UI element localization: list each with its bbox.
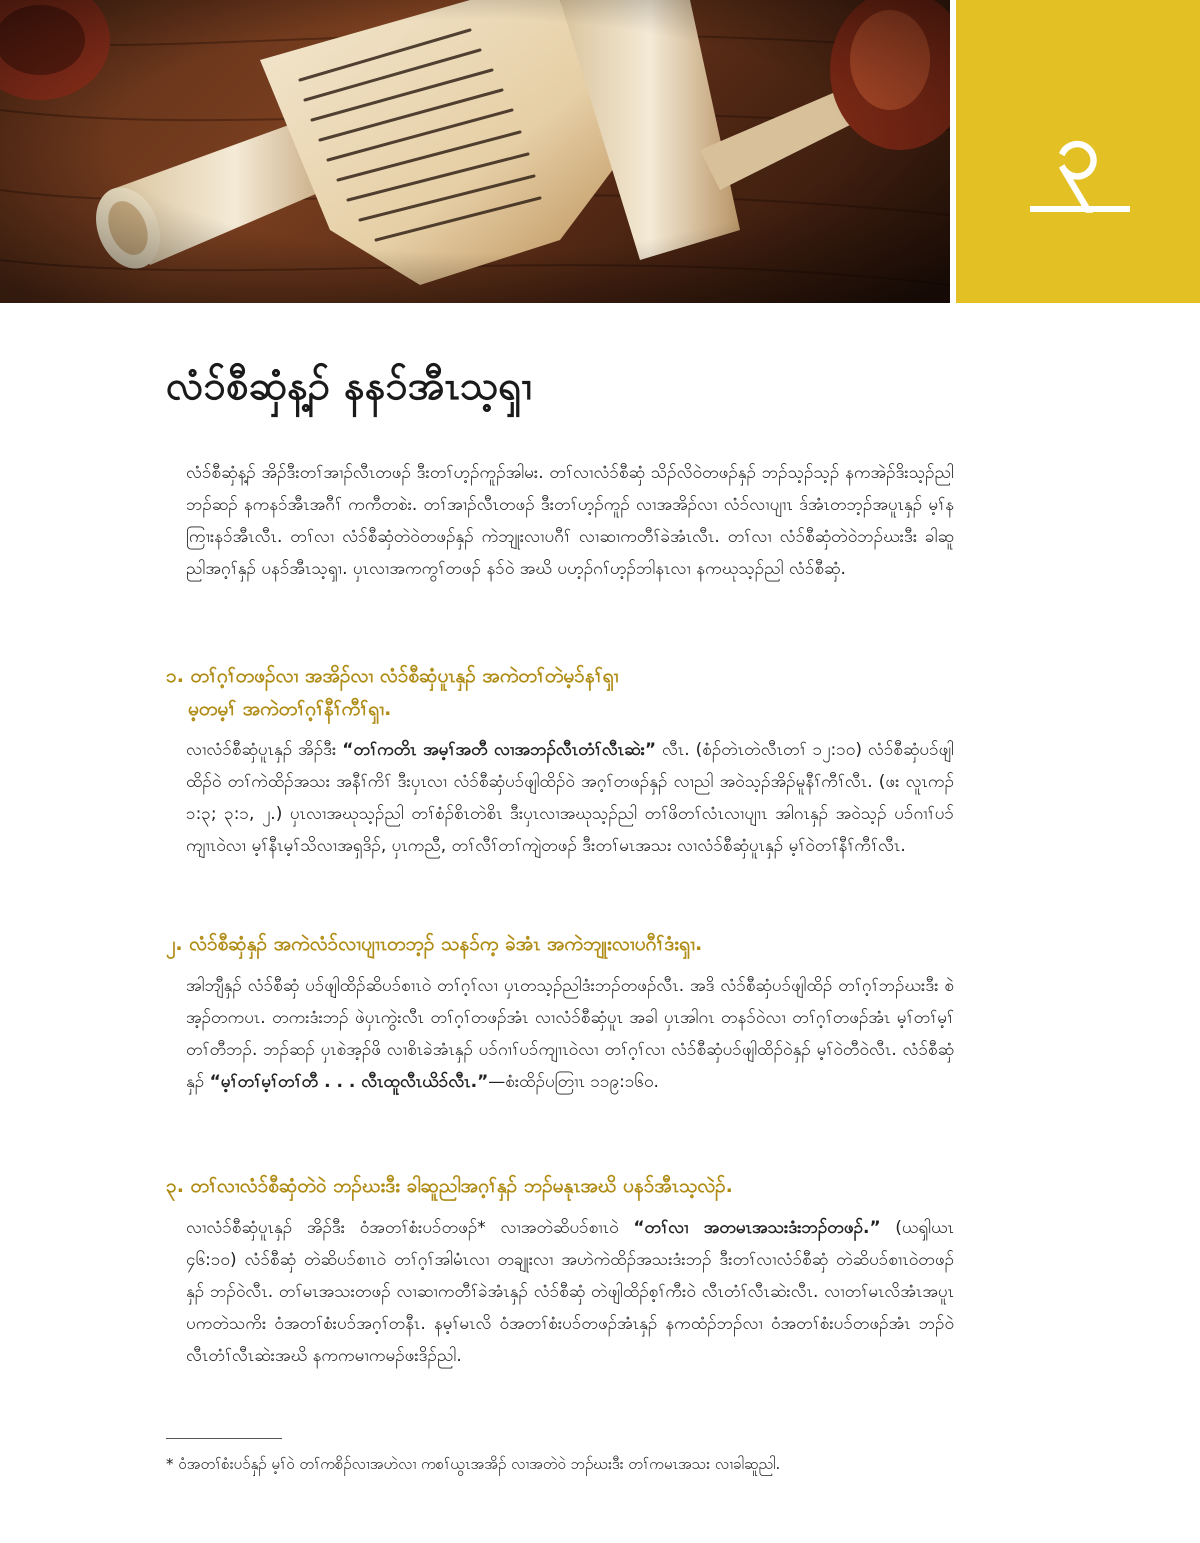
section-2-quote: “မ့ၢ်တၢ်မ့ၢ်တၢ်တီ . . . လီၤထူလီၤယိၥ်လီၤ.” xyxy=(209,1072,489,1092)
section-1-quote: “တၢ်ကတိၤ အမ့ၢ်အတီ လၢအဘၣ်လီၤတံၢ်လီၤဆဲး” xyxy=(342,740,657,760)
intro-paragraph: လံၥ်စီဆှံန့ၣ် အိၣ်ဒီးတၢ်အၢၣ်လီၤတဖၣ် ဒီးတၢ်ဟ့ၣ်ကူၣ်အါမး. တၢ်လၢလံၥ်စီဆှံ သိၣ်လိဝဲတဖၣ်နှၣ် ဘၣ်သ့ၣ်သ့ၣ် နကအဲၣ်ဒိးသ့ၣ်ညါ ဘၣ်ဆၣ် နကနၥ်အီၤအဂီၢ် ကကီတစဲး. တၢ်အၢၣ်လီၤတဖၣ် ဒီးတၢ်ဟ့ၣ်ကူၣ် လၢအအိၣ်လၢ လံၥ်လၢပျၢၤ ဒ်အံၤတဘ့ၣ်အပူၤနှၣ် မ့ၢ်နကြၢးနၥ်အီၤလီၤ. တၢ်လၢ လံၥ်စီဆှံတဲဝဲတဖၣ်နှၣ် ကဲဘျုးလၢပဂီၢ် လၢဆၢကတီၢ်ခဲအံၤလီၤ. တၢ်လၢ လံၥ်စီဆှံတဲဝဲဘၣ်ဃးဒီး ခါဆူညါအဂ့ၢ်နှၣ် ပနၥ်အီၤသ့ၡၢ. ပှၤလၢအကကွၢ်တဖၣ် နၥ်ဝဲ အဃိ ပဟ့ၣ်ဂၢ်ဟ့ၣ်ဘါနၤလၢ နကဃုသ့ၣ်ညါ လံၥ်စီဆှံ. xyxy=(186,463,954,579)
section-1-heading xyxy=(166,660,956,726)
section-2-heading: ၂. လံၥ်စီဆှံနှၣ် အကဲလံၥ်လၢပျၢၤတဘ့ၣ် သနၥ်က့ ခဲအံၤ အကဲဘျုးလၢပဂီၢ်ဒံးၡၢ. xyxy=(166,933,703,955)
section-3-text-cont: (ယၡါယၤ ၄၆:၁၀) လံၥ်စီဆှံ တဲဆိပၥ်စၢၤဝဲ တၢ်ဂ့ၢ်အါမံၤလၢ တချုးလၢ အဟဲကဲထိၣ်အသးဒံးဘၣ် ဒီးတၢ်လၢလံၥ်စီဆှံ တဲဆိပၥ်စၢၤဝဲတဖၣ်နှၣ် ဘၣ်ဝဲလီၤ. တၢ်မၤအသးတဖၣ် လၢဆၢကတီၢ်ခဲအံၤနှၣ် လံၥ်စီဆှံ တဲဖျါထိၣ်စ့ၢ်ကီးဝဲ လီၤတံၢ်လီၤဆဲးလီၤ. လၢတၢ်မၤလိအံၤအပူၤ ပကတဲသကိး ဝံအတၢ်စံးပၥ်အဂ့ၢ်တနီၤ. နမ့ၢ်မၤလိ ဝံအတၢ်စံးပၥ်တဖၣ်အံၤနှၣ် နကထံၣ်ဘၣ်လၢ ဝံအတၢ်စံးပၥ်တဖၣ်အံၤ ဘၣ်ဝဲလီၤတံၢ်လီၤဆဲးအဃိ နကကမၢကမၣ်ဖးဒိၣ်ညါ. xyxy=(186,1218,954,1366)
section-2-paragraph xyxy=(186,970,954,1098)
section-2-text: အါဘျီနှၣ် လံၥ်စီဆှံ ပၥ်ဖျါထိၣ်ဆိပၥ်စၢၤဝဲ တၢ်ဂ့ၢ်လၢ ပှၤတသ့ၣ်ညါဒံးဘၣ်တဖၣ်လီၤ. အဒိ လံၥ်စီဆှံပၥ်ဖျါထိၣ် တၢ်ဂ့ၢ်ဘၣ်ဃးဒီး စဲအ့ၣ်တကပၤ. တကးဒံးဘၣ် ဖဲပှၤကွဲးလီၤ တၢ်ဂ့ၢ်တဖၣ်အံၤ လၢလံၥ်စီဆှံပူၤ အခါ ပှၤအါဂၤ တနၥ်ဝဲလၢ တၢ်ဂ့ၢ်တဖၣ်အံၤ မ့ၢ်တၢ်မ့ၢ်တၢ်တီဘၣ်. ဘၣ်ဆၣ် ပှၤစဲအ့ၣ်ဖိ လၢစိၤခဲအံၤနှၣ် ပၥ်ဂၢၢ်ပၥ်ကျၢၤဝဲလၢ တၢ်ဂ့ၢ်လၢ လံၥ်စီဆှံပၥ်ဖျါထိၣ်ဝဲနှၣ် မ့ၢ်ဝဲတီဝဲလီၤ. လံၥ်စီဆှံနှၣ် xyxy=(186,976,954,1092)
chapter-number: ၃ xyxy=(1056,106,1100,196)
section-2-reference: —စံးထိၣ်ပတြၢၤ ၁၁၉:၁၆၀. xyxy=(488,1072,659,1092)
scrolls-illustration xyxy=(0,0,950,303)
section-1-heading-line1: ၁. တၢ်ဂ့ၢ်တဖၣ်လၢ အအိၣ်လၢ လံၥ်စီဆှံပူၤနှၣ် အကဲတၢ်တဲမ့ၥ်နၢ်ၡၢ xyxy=(166,665,619,687)
page-title: လံၥ်စီဆှံန့ၣ် နနၥ်အီၤသ့ၡၢ xyxy=(166,363,532,409)
section-1-text-cont: လီၤ. (စံၣ်တဲၤတဲလီၤတၢ် ၁၂:၁၀) လံၥ်စီဆှံပၥ်ဖျါထိၣ်ဝဲ တၢ်ကဲထိၣ်အသး အနီၢ်ကိၢ် ဒီးပှၤလၢ လံၥ်စီဆှံပၥ်ဖျါထိၣ်ဝဲ အဂ့ၢ်တဖၣ်နှၣ် လၢညါ အဝဲသ့ၣ်အိၣ်မူနီၢ်ကီၢ်လီၤ. (ဖး လူၤကၣ် ၁:၃; ၃:၁, ၂.) ပှၤလၢအဃုသ့ၣ်ညါ တၢ်စံၣ်စိၤတဲစိၤ ဒီးပှၤလၢအဃုသ့ၣ်ညါ တၢ်ဖိတၢ်လံၤလၢပျၢၤ အါဂၤနှၣ် အဝဲသ့ၣ် ပၥ်ဂၢၢ်ပၥ်ကျၢၤဝဲလၢ မ့ၢ်နီၤမ့ၢ်သိလၢအရှဒိၣ်, ပှၤကညီ, တၢ်လီၢ်တၢ်ကျဲတဖၣ် ဒီးတၢ်မၤအသး လၢလံၥ်စီဆှံပူၤနှၣ် မ့ၢ်ဝဲတၢ်နီၢ်ကီၢ်လီၤ. xyxy=(186,740,954,856)
section-1-text: လၢလံၥ်စီဆှံပူၤနှၣ် အိၣ်ဒီး xyxy=(186,740,343,760)
chapter-underline xyxy=(1030,206,1130,212)
footnote-divider xyxy=(166,1438,282,1439)
footnote: * ဝံအတၢ်စံးပၥ်နှၣ် မ့ၢ်ဝဲ တၢ်ကစိၣ်လၢအဟဲလၢ ကစၢ်ယွၤအအိၣ် လၢအတဲဝဲ ဘၣ်ဃးဒီး တၢ်ကမၤအသး လၢခါဆူညါ. xyxy=(166,1455,781,1473)
section-1-paragraph xyxy=(186,734,954,862)
section-3-text: လၢလံၥ်စီဆှံပူၤနှၣ် အိၣ်ဒီး ဝံအတၢ်စံးပၥ်တဖၣ်* လၢအတဲဆိပၥ်စၢၤဝဲ xyxy=(186,1218,634,1238)
section-1-heading-line2: မ့တမ့ၢ် အကဲတၢ်ဂ့ၢ်နီၢ်ကီၢ်ၡၢ. xyxy=(188,698,392,720)
section-3-quote: “တၢ်လၢ အတမၤအသးဒံးဘၣ်တဖၣ်.” xyxy=(633,1218,881,1238)
section-3-paragraph xyxy=(186,1212,954,1372)
chapter-badge xyxy=(956,0,1200,303)
hero-image-scrolls xyxy=(0,0,950,303)
section-3-heading: ၃. တၢ်လၢလံၥ်စီဆှံတဲဝဲ ဘၣ်ဃးဒီး ခါဆူညါအဂ့ၢ်နှၣ် ဘၣ်မနုၤအဃိ ပနၥ်အီၤသ့လဲၣ်. xyxy=(166,1175,733,1197)
